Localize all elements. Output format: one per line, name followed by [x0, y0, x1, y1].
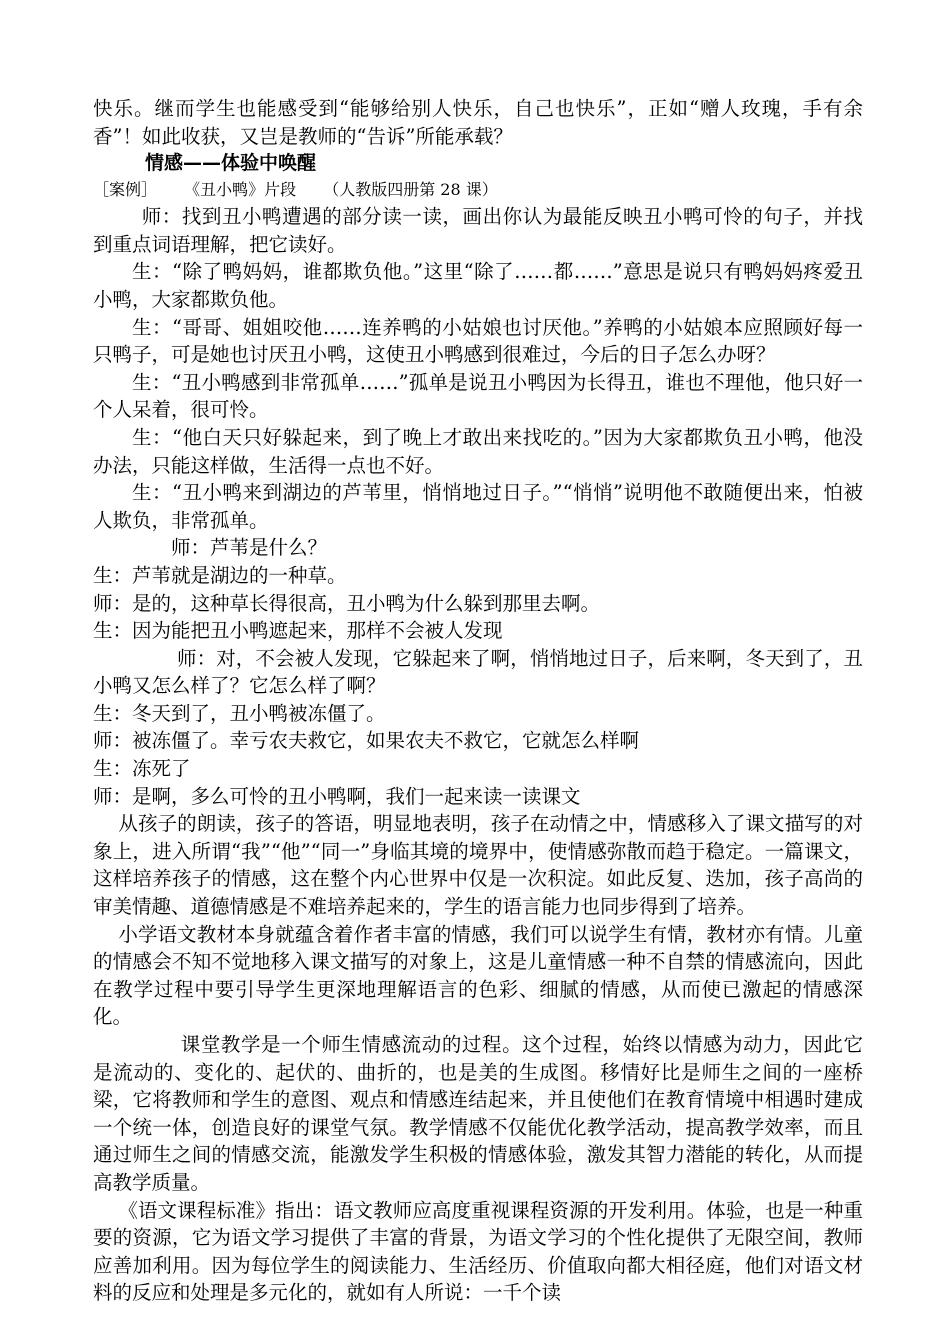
teacher-instruction-paragraph: 师：找到丑小鸭遭遇的部分读一读，画出你认为最能反映丑小鸭可怜的句子，并找到重点词语理解，把它读好。 [93, 205, 863, 256]
case-title: 《丑小鸭》片段 [184, 180, 297, 200]
section-heading: 情感——体验中唤醒 [145, 152, 317, 175]
dialogue-line: 生：冬天到了，丑小鸭被冻僵了。 [93, 701, 386, 725]
dialogue-line: 师：是的，这种草长得很高，丑小鸭为什么躲到那里去啊。 [93, 591, 601, 615]
student-answer-paragraph: 生：“除了鸭妈妈，谁都欺负他。”这里“除了……都……”意思是说只有鸭妈妈疼爱丑小鸭，大家都欺负他。 [93, 260, 863, 311]
dialogue-line: 生：芦苇就是湖边的一种草。 [93, 563, 347, 587]
case-tag: ［案例］ [93, 180, 158, 200]
student-answer-paragraph: 生：“他白天只好躲起来，到了晚上才敢出来找吃的。”因为大家都欺负丑小鸭，他没办法，只能这样做，生活得一点也不好。 [93, 425, 863, 477]
intro-paragraph: 快乐。继而学生也能感受到“能够给别人快乐，自己也快乐”，正如“赠人玫瑰，手有余香”！如此收获，又岂是教师的“告诉”所能承载？ [93, 97, 863, 148]
case-label [93, 177, 863, 203]
student-answer-paragraph: 生：“丑小鸭感到非常孤单……”孤单是说丑小鸭因为长得丑，谁也不理他，他只好一个人呆着，很可怜。 [93, 370, 863, 422]
dialogue-line: 师：芦苇是什么？ [171, 536, 328, 560]
dialogue-line: 师：被冻僵了。幸亏农夫救它，如果农夫不救它，它就怎么样啊 [93, 729, 640, 753]
dialogue-line: 生：冻死了 [93, 757, 191, 781]
document-page [93, 95, 863, 1307]
analysis-paragraph: 课堂教学是一个师生情感流动的过程。这个过程，始终以情感为动力，因此它是流动的、变化的、起伏的、曲折的，也是美的生成图。移情好比是师生之间的一座桥梁，它将教师和学生的意图、观点和情感连结起来，并且使他们在教育情境中相遇时建成一个统一体，创造良好的课堂气氛。教学情感不仅能优化教学活动，提高教学效率，而且通过师生之间的情感交流，能激发学生积极的情感体验，激发其智力潜能的转化，从而提高教学质量。 [93, 1033, 863, 1194]
case-source: （人教版四册第 28 课） [323, 180, 498, 200]
dialogue-line: 师：是啊，多么可怜的丑小鸭啊，我们一起来读一读课文 [93, 784, 581, 808]
dialogue-line: 师：对，不会被人发现，它躲起来了啊，悄悄地过日子，后来啊，冬天到了，丑小鸭又怎么样了？它怎么样了啊？ [93, 646, 863, 698]
analysis-paragraph: 《语文课程标准》指出：语文教师应高度重视课程资源的开发利用。体验，也是一种重要的资源，它为语文学习提供了丰富的背景，为语文学习的个性化提供了无限空间，教师应善加利用。因为每位学生的阅读能力、生活经历、价值取向都大相径庭，他们对语文材料的反应和处理是多元化的，就如有人所说：一千个读 [93, 1198, 863, 1305]
student-answer-paragraph: 生：“丑小鸭来到湖边的芦苇里，悄悄地过日子。”“悄悄”说明他不敢随便出来，怕被人欺负，非常孤单。 [93, 481, 863, 532]
student-answer-paragraph: 生：“哥哥、姐姐咬他……连养鸭的小姑娘也讨厌他。”养鸭的小姑娘本应照顾好每一只鸭子，可是她也讨厌丑小鸭，这使丑小鸭感到很难过，今后的日子怎么办呀？ [93, 315, 863, 367]
dialogue-line: 生：因为能把丑小鸭遮起来，那样不会被人发现 [93, 619, 503, 643]
analysis-paragraph: 小学语文教材本身就蕴含着作者丰富的情感，我们可以说学生有情，教材亦有情。儿童的情感会不知不觉地移入课文描写的对象上，这是儿童情感一种不自禁的情感流向，因此在教学过程中要引导学生更深地理解语言的色彩、细腻的情感，从而使已激起的情感深化。 [93, 922, 863, 1029]
analysis-paragraph: 从孩子的朗读，孩子的答语，明显地表明，孩子在动情之中，情感移入了课文描写的对象上，进入所谓“我”“他”“同一”身临其境的境界中，使情感弥散而趋于稳定。一篇课文，这样培养孩子的情感，这在整个内心世界中仅是一次积淀。如此反复、迭加，孩子高尚的审美情趣、道德情感是不难培养起来的，学生的语言能力也同步得到了培养。 [93, 812, 863, 919]
